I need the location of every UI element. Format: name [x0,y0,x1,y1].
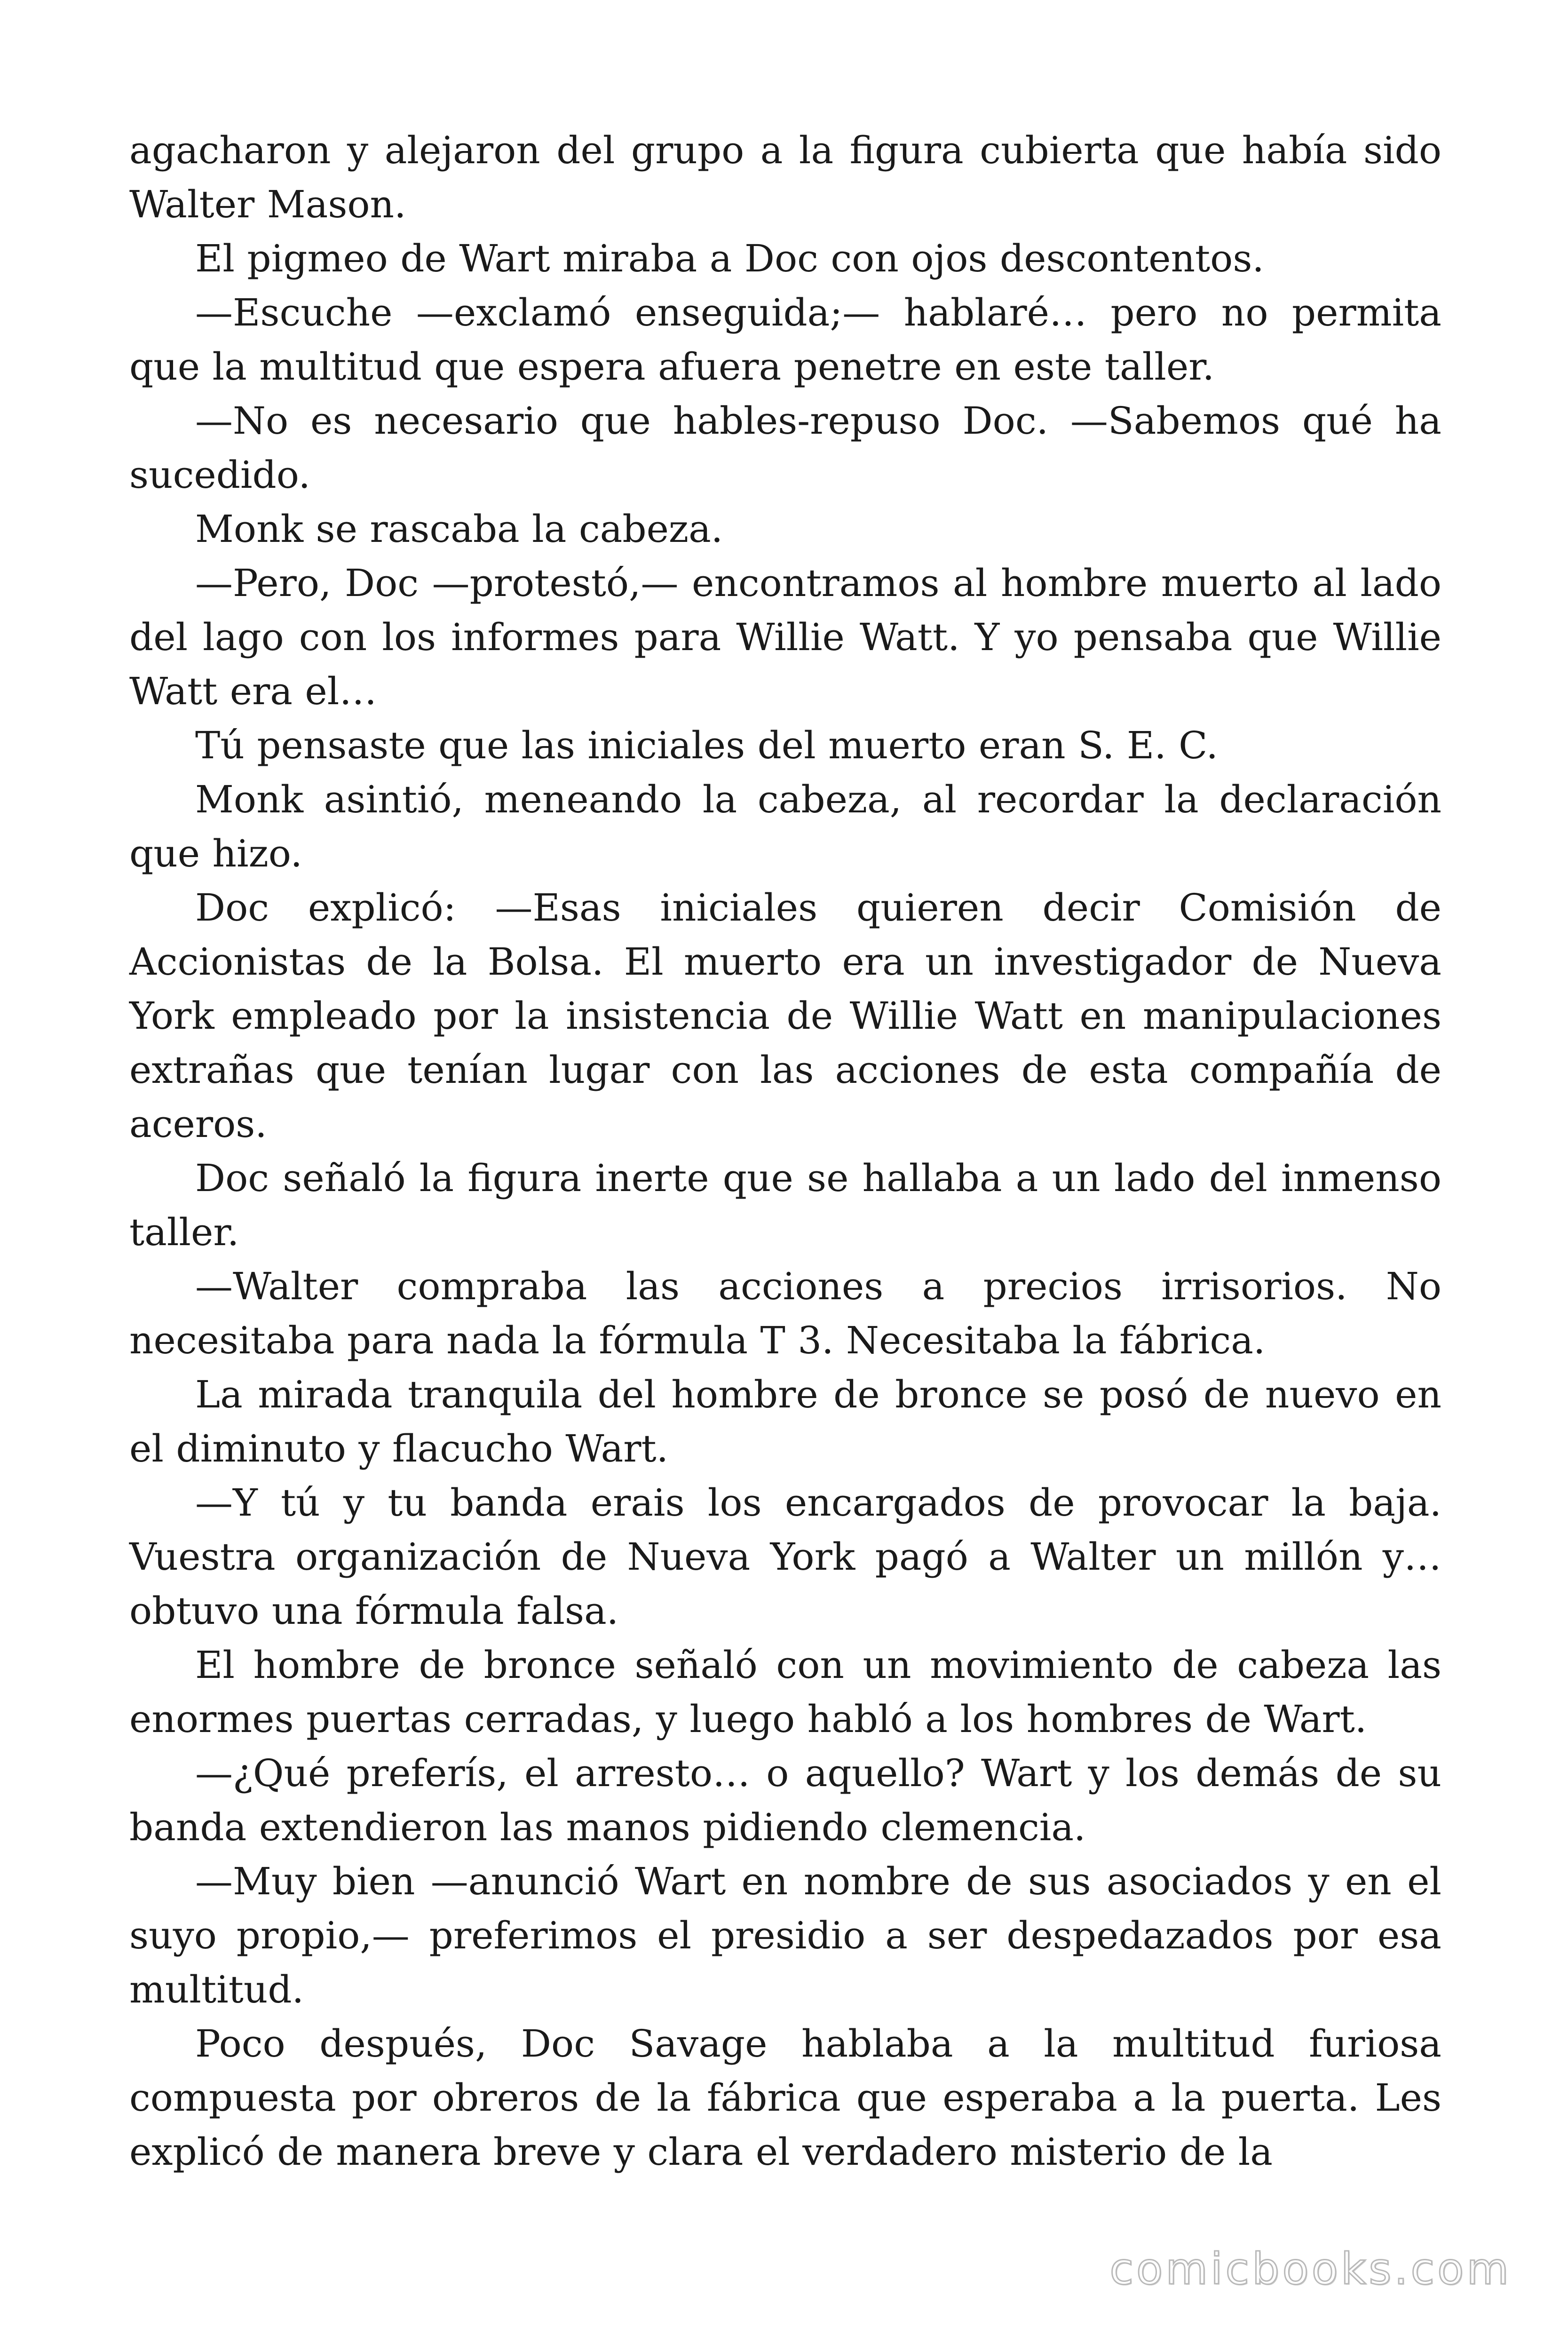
paragraph-7: Tú pensaste que las iniciales del muerto eran S. E. C. [195,723,1218,767]
paragraph-2: El pigmeo de Wart miraba a Doc con ojos descontentos. [195,237,1264,280]
paragraph-16: —Muy bien —anunció Wart en nombre de sus asociados y en el suyo propio,— preferimos el presidio a ser despedazados por esa multitud. [129,1859,1441,2011]
watermark: comicbooks.com [1109,2244,1512,2294]
paragraph-15: —¿Qué preferís, el arresto… o aquello? Wart y los demás de su banda extendieron las manos pidiendo clemencia. [129,1751,1441,1849]
paragraph-10: Doc señaló la figura inerte que se hallaba a un lado del inmenso taller. [129,1156,1441,1254]
paragraph-11: —Walter compraba las acciones a precios irrisorios. No necesitaba para nada la fórmula T 3. Necesitaba la fábrica. [129,1264,1441,1362]
paragraph-14: El hombre de bronce señaló con un movimiento de cabeza las enormes puertas cerradas, y luego habló a los hombres de Wart. [129,1643,1441,1741]
paragraph-5: Monk se rascaba la cabeza. [195,507,723,551]
page-text [129,123,1441,2179]
paragraph-4: —No es necesario que hables-repuso Doc. —Sabemos qué ha sucedido. [129,399,1441,497]
paragraph-17: Poco después, Doc Savage hablaba a la multitud furiosa compuesta por obreros de la fábrica que esperaba a la puerta. Les explicó de manera breve y clara el verdadero misterio de la [129,2022,1441,2174]
paragraph-8: Monk asintió, meneando la cabeza, al recordar la declaración que hizo. [129,778,1441,875]
paragraph-12: La mirada tranquila del hombre de bronce se posó de nuevo en el diminuto y flacucho Wart. [129,1373,1441,1470]
paragraph-3: —Escuche —exclamó enseguida;— hablaré… pero no permita que la multitud que espera afuera penetre en este taller. [129,291,1441,389]
paragraph-13: —Y tú y tu banda erais los encargados de provocar la baja. Vuestra organización de Nueva York pagó a Walter un millón y… obtuvo una fórmula falsa. [129,1481,1441,1633]
paragraph-1: agacharon y alejaron del grupo a la figura cubierta que había sido Walter Mason. [129,128,1441,226]
paragraph-6: —Pero, Doc —protestó,— encontramos al hombre muerto al lado del lago con los informes para Willie Watt. Y yo pensaba que Willie Watt era el… [129,561,1441,713]
paragraph-9: Doc explicó: —Esas iniciales quieren decir Comisión de Accionistas de la Bolsa. El muerto era un investigador de Nueva York empleado por la insistencia de Willie Watt en manipulaciones extrañas que tenían lugar con las acciones de esta compañía de aceros. [129,886,1441,1146]
